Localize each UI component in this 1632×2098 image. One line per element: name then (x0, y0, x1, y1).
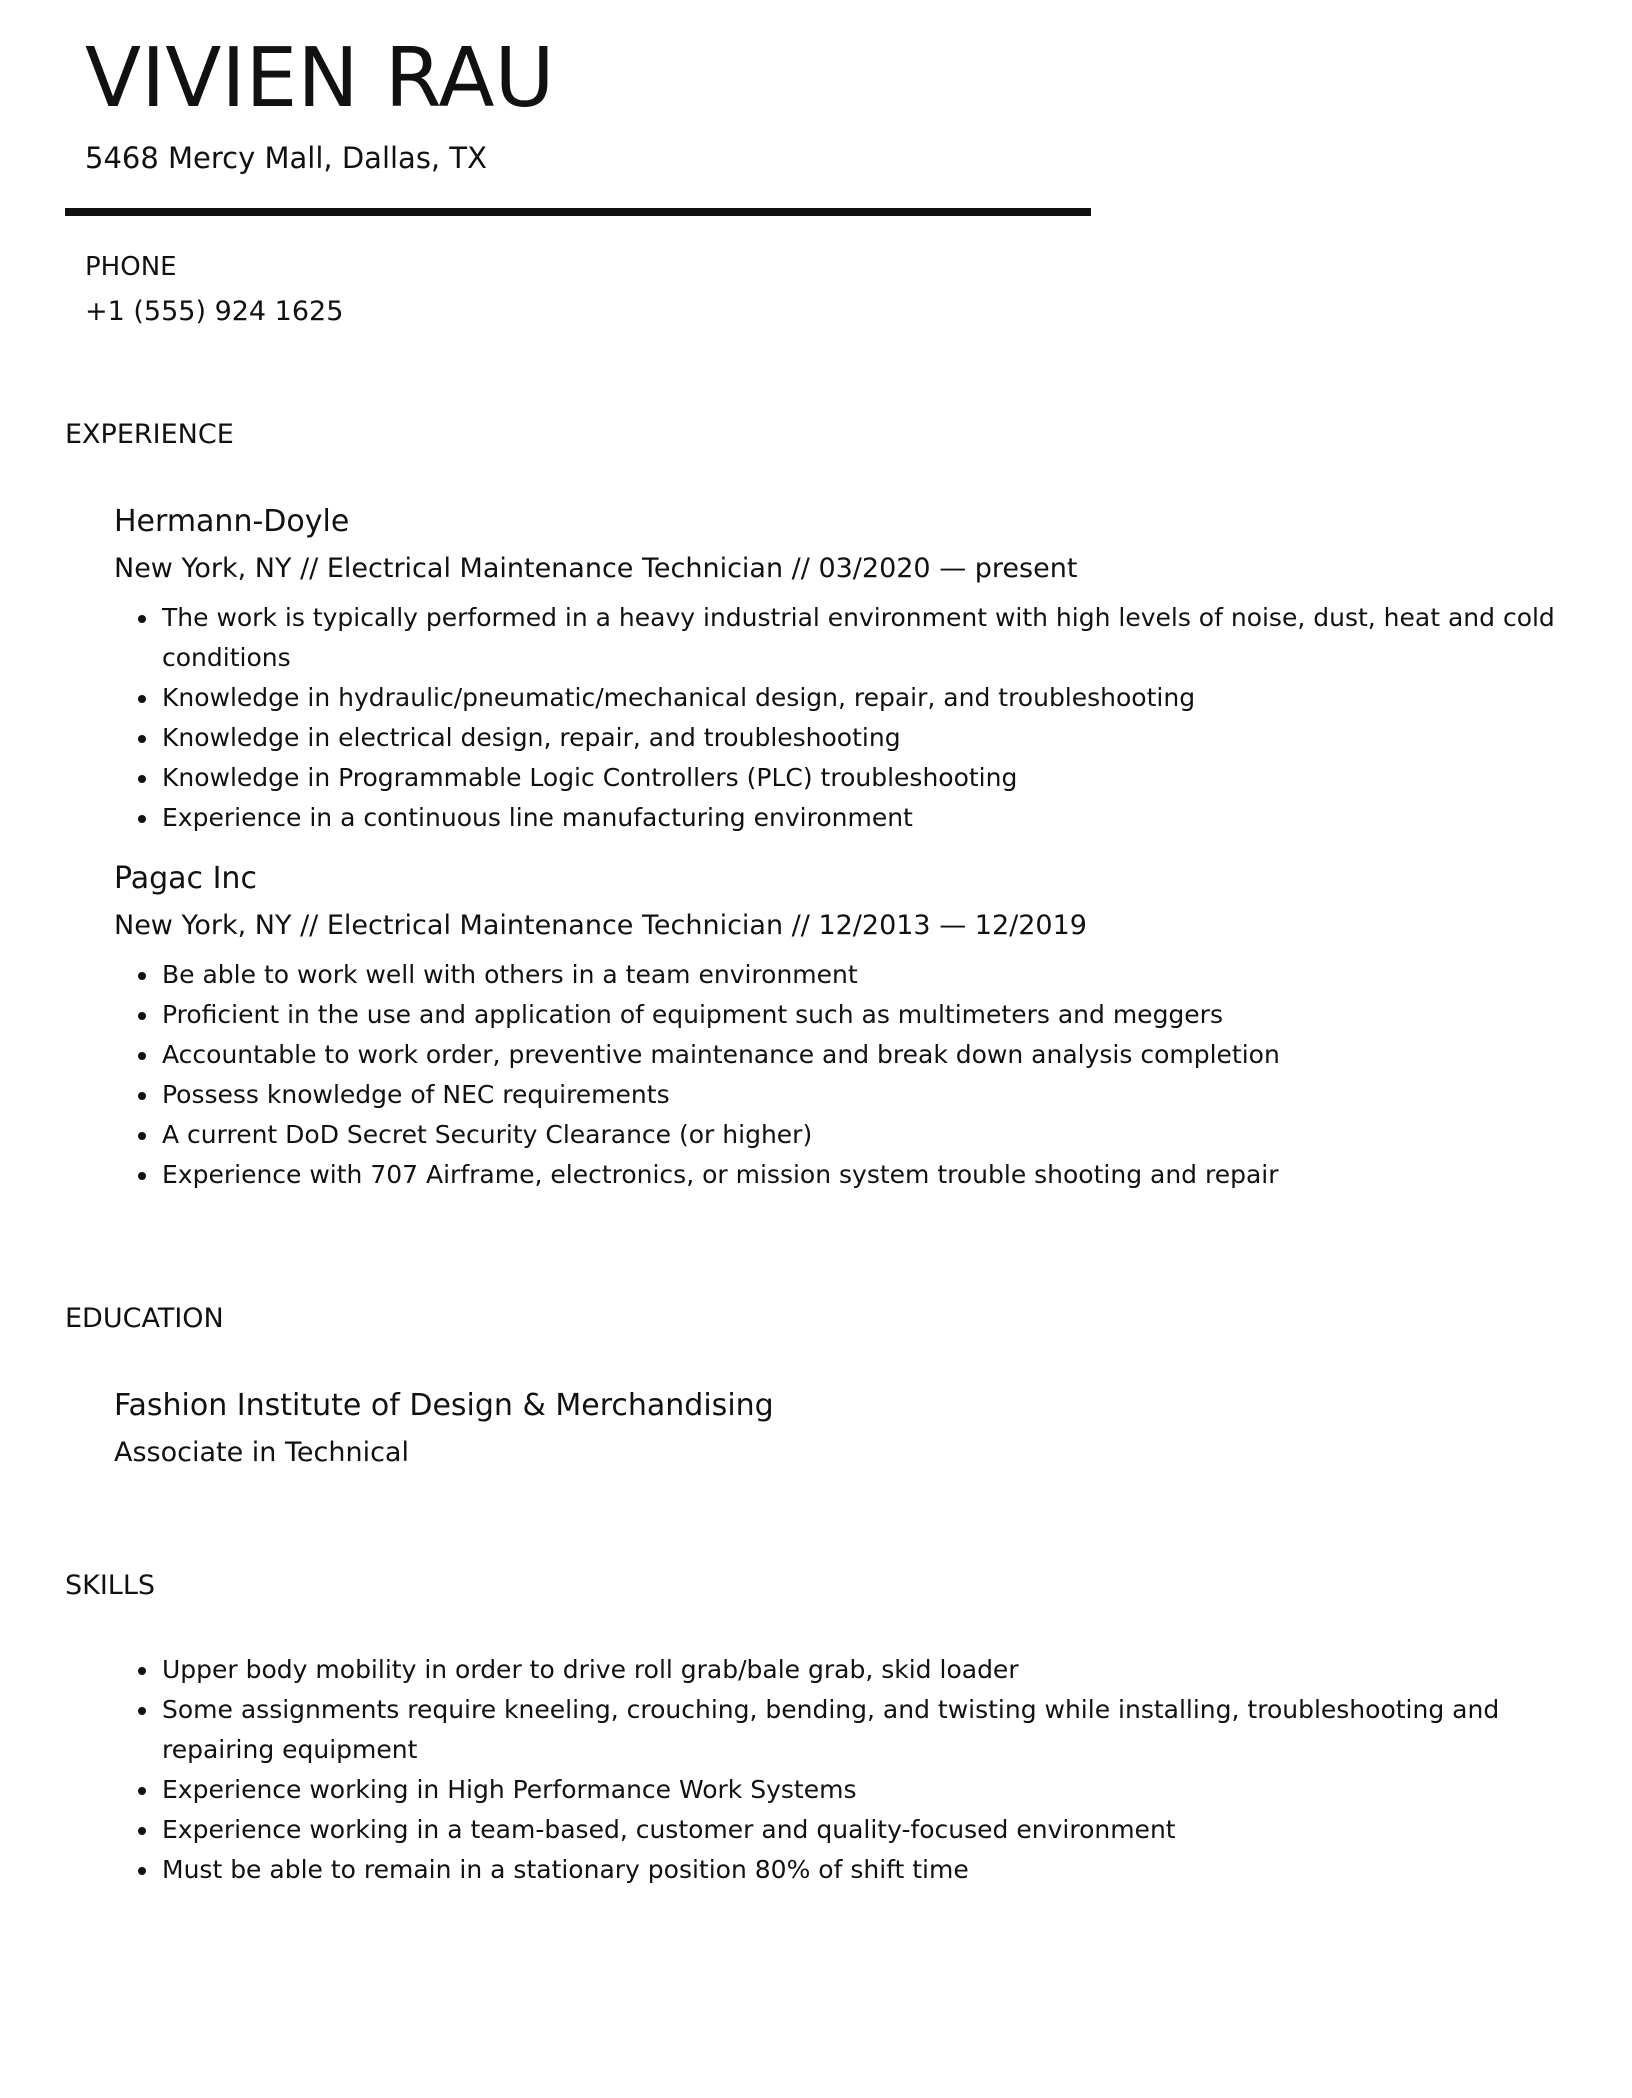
skills-list (114, 1650, 1564, 1890)
header-divider (65, 208, 1091, 216)
candidate-address: 5468 Mercy Mall, Dallas, TX (85, 141, 487, 175)
job-bullet: Experience with 707 Airframe, electronics, or mission system trouble shooting and repair (114, 1155, 1564, 1195)
job-bullets (114, 955, 1564, 1195)
skill-item: Some assignments require kneeling, crouching, bending, and twisting while installing, troubleshooting and repairing equipment (114, 1690, 1564, 1770)
skill-item: Experience working in High Performance Work Systems (114, 1770, 1564, 1810)
job-bullet: A current DoD Secret Security Clearance (or higher) (114, 1115, 1564, 1155)
candidate-name: VIVIEN RAU (85, 31, 555, 126)
job-company: Pagac Inc (114, 861, 257, 896)
education-heading: EDUCATION (65, 1303, 224, 1334)
job-bullet: Knowledge in hydraulic/pneumatic/mechanical design, repair, and troubleshooting (114, 678, 1564, 718)
job-bullet: Possess knowledge of NEC requirements (114, 1075, 1564, 1115)
phone-value: +1 (555) 924 1625 (85, 296, 344, 327)
job-meta: New York, NY // Electrical Maintenance Technician // 12/2013 — 12/2019 (114, 910, 1087, 941)
job-bullet: The work is typically performed in a heavy industrial environment with high levels of noise, dust, heat and cold conditions (114, 598, 1564, 678)
job-company: Hermann-Doyle (114, 504, 350, 539)
job-bullet: Be able to work well with others in a team environment (114, 955, 1564, 995)
experience-heading: EXPERIENCE (65, 419, 234, 450)
job-meta: New York, NY // Electrical Maintenance Technician // 03/2020 — present (114, 553, 1078, 584)
job-bullet: Experience in a continuous line manufacturing environment (114, 798, 1564, 838)
skill-item: Upper body mobility in order to drive roll grab/bale grab, skid loader (114, 1650, 1564, 1690)
job-bullet: Knowledge in electrical design, repair, and troubleshooting (114, 718, 1564, 758)
skill-item: Must be able to remain in a stationary position 80% of shift time (114, 1850, 1564, 1890)
job-bullets (114, 598, 1564, 838)
job-bullet: Accountable to work order, preventive maintenance and break down analysis completion (114, 1035, 1564, 1075)
skills-heading: SKILLS (65, 1570, 156, 1601)
job-bullet: Proficient in the use and application of equipment such as multimeters and meggers (114, 995, 1564, 1035)
phone-label: PHONE (85, 252, 177, 282)
education-school: Fashion Institute of Design & Merchandising (114, 1388, 774, 1423)
job-bullet: Knowledge in Programmable Logic Controllers (PLC) troubleshooting (114, 758, 1564, 798)
education-degree: Associate in Technical (114, 1437, 409, 1468)
skill-item: Experience working in a team-based, customer and quality-focused environment (114, 1810, 1564, 1850)
